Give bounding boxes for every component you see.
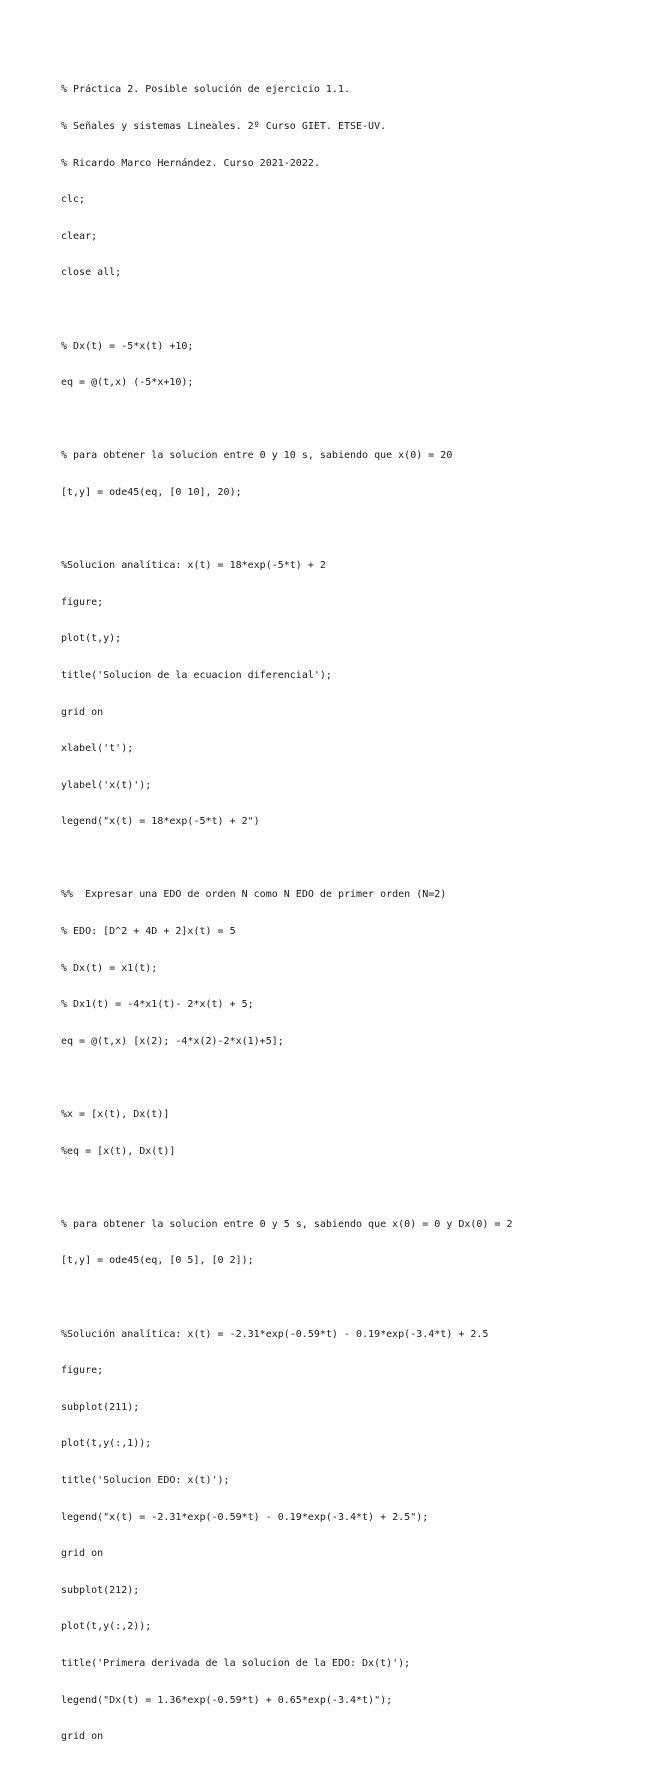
code-line: figure; [61, 1365, 104, 1377]
code-line: ylabel('x(t)'); [61, 779, 152, 791]
code-line: legend("x(t) = -2.31*exp(-0.59*t) - 0.19*exp(-3.4*t) + 2.5"); [61, 1511, 429, 1523]
blank-line [61, 1072, 513, 1084]
code-line: close all; [61, 267, 122, 279]
code-line: %x = [x(t), Dx(t)] [61, 1109, 170, 1121]
code-line: % Dx1(t) = -4*x1(t)- 2*x(t) + 5; [61, 999, 254, 1011]
blank-line [61, 414, 513, 426]
code-line: % Señales y sistemas Lineales. 2º Curso GIET. ETSE-UV. [61, 121, 387, 132]
blank-line [61, 853, 513, 865]
code-line: % Dx(t) = -5*x(t) +10; [61, 340, 194, 352]
code-line: %Solución analítica: x(t) = -2.31*exp(-0.59*t) - 0.19*exp(-3.4*t) + 2.5 [61, 1328, 489, 1340]
code-line: % para obtener la solucion entre 0 y 5 s, sabiendo que x(0) = 0 y Dx(0) = 2 [61, 1218, 513, 1230]
code-line: eq = @(t,x) (-5*x+10); [61, 377, 194, 389]
blank-line [61, 1292, 513, 1304]
code-line: subplot(211); [61, 1401, 140, 1413]
code-line: % Ricardo Marco Hernández. Curso 2021-2022. [61, 157, 320, 169]
code-line: %Solucion analítica: x(t) = 18*exp(-5*t) + 2 [61, 560, 326, 572]
code-line: % Práctica 2. Posible solución de ejercicio 1.1. [61, 84, 350, 96]
code-line: title('Primera derivada de la solucion de la EDO: Dx(t)'); [61, 1657, 411, 1669]
code-line: %% Expresar una EDO de orden N como N EDO de primer orden (N=2) [61, 889, 447, 901]
code-line: [t,y] = ode45(eq, [0 5], [0 2]); [61, 1255, 254, 1267]
code-line: grid on [61, 1731, 104, 1743]
matlab-code-block [61, 60, 513, 1768]
code-line: % Dx(t) = x1(t); [61, 962, 158, 974]
code-line: legend("Dx(t) = 1.36*exp(-0.59*t) + 0.65*exp(-3.4*t)"); [61, 1694, 393, 1706]
code-line: xlabel('t'); [61, 743, 134, 755]
blank-line [61, 524, 513, 536]
code-line: plot(t,y(:,2)); [61, 1621, 152, 1633]
code-line: clc; [61, 194, 86, 206]
code-line: legend("x(t) = 18*exp(-5*t) + 2") [61, 816, 260, 828]
code-line: subplot(212); [61, 1584, 140, 1596]
code-line: [t,y] = ode45(eq, [0 10], 20); [61, 486, 242, 498]
code-line: eq = @(t,x) [x(2); -4*x(2)-2*x(1)+5]; [61, 1035, 284, 1047]
code-line: grid on [61, 706, 104, 718]
code-line: figure; [61, 596, 104, 608]
code-line: % para obtener la solucion entre 0 y 10 s, sabiendo que x(0) = 20 [61, 450, 453, 462]
blank-line [61, 1182, 513, 1194]
code-line: plot(t,y); [61, 633, 122, 645]
code-line: grid on [61, 1548, 104, 1560]
blank-line [61, 304, 513, 316]
code-line: title('Solucion de la ecuacion diferencial'); [61, 669, 332, 681]
code-line: % EDO: [D^2 + 4D + 2]x(t) = 5 [61, 926, 236, 938]
code-line: %eq = [x(t), Dx(t)] [61, 1145, 176, 1157]
code-line: clear; [61, 230, 98, 242]
code-line: plot(t,y(:,1)); [61, 1438, 152, 1450]
code-line: title('Solucion EDO: x(t)'); [61, 1474, 230, 1486]
